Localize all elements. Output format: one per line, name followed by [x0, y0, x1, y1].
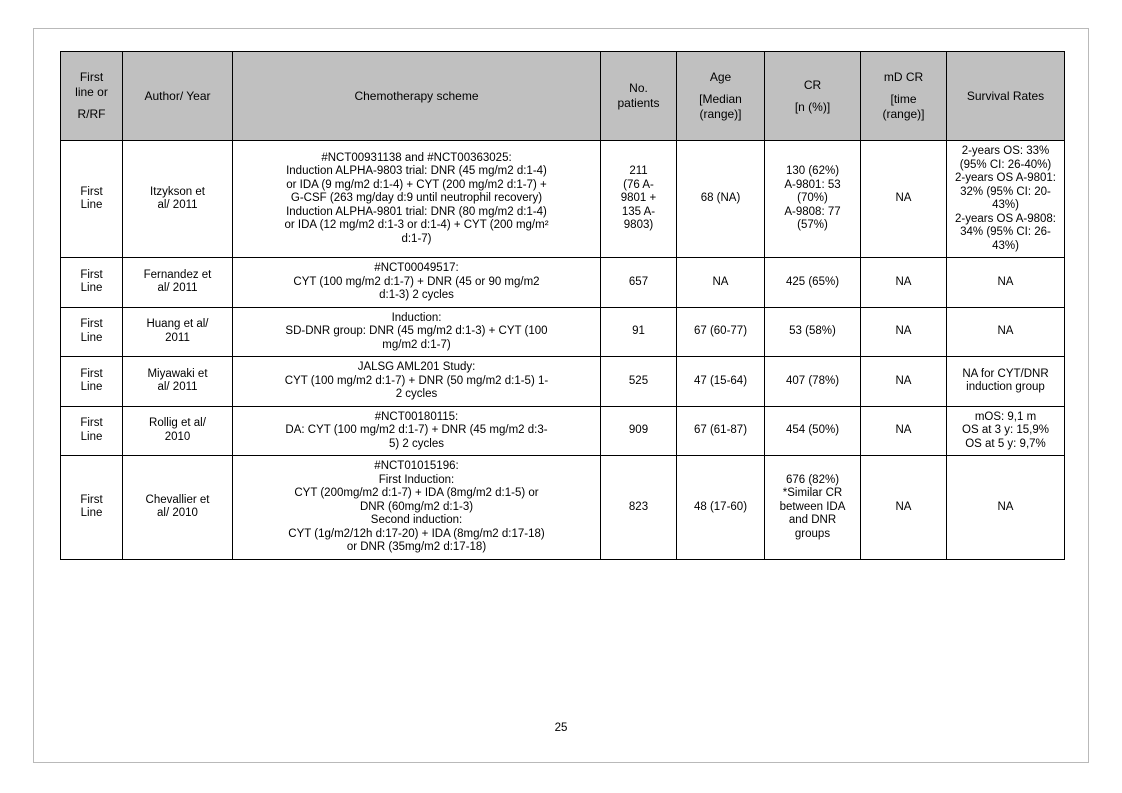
table-header-row	[61, 52, 1065, 141]
cell-cr: 130 (62%) A-9801: 53 (70%) A-9808: 77 (57%)	[765, 141, 861, 258]
cell-author-year: Fernandez et al/ 2011	[123, 258, 233, 308]
cell-chemotherapy-scheme: JALSG AML201 Study: CYT (100 mg/m2 d:1-7) + DNR (50 mg/m2 d:1-5) 1- 2 cycles	[233, 357, 601, 407]
cell-md-cr: NA	[861, 456, 947, 560]
page-number: 25	[554, 722, 568, 734]
column-header-age-l3: (range)]	[699, 107, 742, 121]
cell-no-patients: 525	[601, 357, 677, 407]
column-header-cr-l1: CR	[803, 77, 822, 92]
cell-md-cr: NA	[861, 406, 947, 456]
cell-line-type: First Line	[61, 456, 123, 560]
cell-age: 67 (60-77)	[677, 307, 765, 357]
cell-chemotherapy-scheme: #NCT00049517: CYT (100 mg/m2 d:1-7) + DNR (45 or 90 mg/m2 d:1-3) 2 cycles	[233, 258, 601, 308]
column-header-age-l1: Age	[709, 70, 732, 84]
cell-line-type: First Line	[61, 258, 123, 308]
table-row	[61, 456, 1065, 560]
table-row	[61, 357, 1065, 407]
cell-line-type: First Line	[61, 406, 123, 456]
table-row	[61, 307, 1065, 357]
column-header-survival-rates: Survival Rates	[947, 52, 1065, 141]
cell-md-cr: NA	[861, 258, 947, 308]
document-page	[33, 28, 1089, 763]
cell-md-cr: NA	[861, 307, 947, 357]
cell-cr: 676 (82%) *Similar CR between IDA and DNR groups	[765, 456, 861, 560]
table-row	[61, 258, 1065, 308]
column-header-line-type-l1: First	[79, 70, 104, 84]
cell-no-patients: 823	[601, 456, 677, 560]
cell-author-year: Chevallier et al/ 2010	[123, 456, 233, 560]
cell-age: 48 (17-60)	[677, 456, 765, 560]
column-header-author-year: Author/ Year	[123, 52, 233, 141]
table-row	[61, 141, 1065, 258]
cell-md-cr: NA	[861, 141, 947, 258]
cell-author-year: Rollig et al/ 2010	[123, 406, 233, 456]
cell-cr: 53 (58%)	[765, 307, 861, 357]
column-header-md-cr-l1: mD CR	[883, 70, 924, 84]
table-row	[61, 406, 1065, 456]
cell-line-type: First Line	[61, 357, 123, 407]
cell-chemotherapy-scheme: #NCT00180115: DA: CYT (100 mg/m2 d:1-7) + DNR (45 mg/m2 d:3- 5) 2 cycles	[233, 406, 601, 456]
column-header-chemotherapy-scheme: Chemotherapy scheme	[233, 52, 601, 141]
cell-survival-rates: mOS: 9,1 m OS at 3 y: 15,9% OS at 5 y: 9,7%	[947, 406, 1065, 456]
cell-no-patients: 211 (76 A- 9801 + 135 A- 9803)	[601, 141, 677, 258]
cell-cr: 407 (78%)	[765, 357, 861, 407]
column-header-age-l2: [Median	[699, 92, 742, 106]
column-header-age	[677, 52, 765, 141]
cell-md-cr: NA	[861, 357, 947, 407]
cell-author-year: Huang et al/ 2011	[123, 307, 233, 357]
column-header-no-patients-l2: patients	[617, 96, 660, 110]
cell-survival-rates: NA	[947, 258, 1065, 308]
column-header-line-type-l3: R/RF	[77, 107, 106, 121]
column-header-cr-l2: [n (%)]	[794, 99, 831, 114]
column-header-line-type-l2: line or	[75, 85, 108, 99]
cell-no-patients: 909	[601, 406, 677, 456]
cell-chemotherapy-scheme: #NCT01015196: First Induction: CYT (200mg/m2 d:1-7) + IDA (8mg/m2 d:1-5) or DNR (60mg/m2 d:1-3) Second induction: CYT (1g/m2/12h d:17-20) + IDA (8mg/m2 d:17-18) or DNR (35mg/m2 d:17-18)	[233, 456, 601, 560]
cell-survival-rates: NA for CYT/DNR induction group	[947, 357, 1065, 407]
cell-age: NA	[677, 258, 765, 308]
cell-cr: 454 (50%)	[765, 406, 861, 456]
cell-chemotherapy-scheme: Induction: SD-DNR group: DNR (45 mg/m2 d:1-3) + CYT (100 mg/m2 d:1-7)	[233, 307, 601, 357]
column-header-md-cr	[861, 52, 947, 141]
cell-cr: 425 (65%)	[765, 258, 861, 308]
table-body	[61, 141, 1065, 560]
column-header-md-cr-l2: [time	[890, 92, 917, 106]
column-header-line-type	[61, 52, 123, 141]
cell-line-type: First Line	[61, 307, 123, 357]
studies-table-container	[60, 51, 1064, 560]
cell-age: 47 (15-64)	[677, 357, 765, 407]
cell-survival-rates: 2-years OS: 33% (95% CI: 26-40%) 2-years OS A-9801: 32% (95% CI: 20- 43%) 2-years OS A-9808: 34% (95% CI: 26- 43%)	[947, 141, 1065, 258]
cell-author-year: Miyawaki et al/ 2011	[123, 357, 233, 407]
studies-table	[60, 51, 1065, 560]
cell-line-type: First Line	[61, 141, 123, 258]
cell-survival-rates: NA	[947, 456, 1065, 560]
column-header-no-patients-l1: No.	[629, 81, 648, 95]
cell-survival-rates: NA	[947, 307, 1065, 357]
cell-chemotherapy-scheme: #NCT00931138 and #NCT00363025: Induction ALPHA-9803 trial: DNR (45 mg/m2 d:1-4) or IDA (9 mg/m2 d:1-4) + CYT (200 mg/m2 d:1-7) + G-CSF (263 mg/day d:9 until neutrophil recovery) Induction ALPHA-9801 trial: DNR (80 mg/m2 d:1-4) or IDA (12 mg/m2 d:1-3 or d:1-4) + CYT (200 mg/m² d:1-7)	[233, 141, 601, 258]
column-header-md-cr-l3: (range)]	[882, 107, 925, 121]
cell-no-patients: 91	[601, 307, 677, 357]
column-header-no-patients	[601, 52, 677, 141]
cell-author-year: Itzykson et al/ 2011	[123, 141, 233, 258]
cell-no-patients: 657	[601, 258, 677, 308]
cell-age: 68 (NA)	[677, 141, 765, 258]
cell-age: 67 (61-87)	[677, 406, 765, 456]
column-header-cr	[765, 52, 861, 141]
